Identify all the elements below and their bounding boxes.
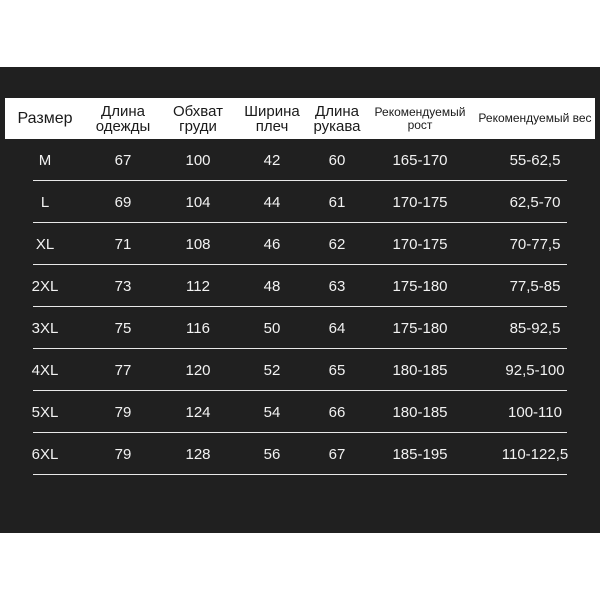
cell-sleeve: 61 (328, 193, 346, 211)
cell-chest: 112 (186, 277, 210, 295)
cell-height: 175-180 (392, 319, 448, 337)
cell-chest: 128 (185, 445, 211, 463)
cell-sleeve: 67 (328, 445, 346, 463)
cell-size: 2XL (31, 277, 59, 295)
cell-length: 69 (114, 193, 132, 211)
cell-chest: 104 (185, 193, 211, 211)
cell-shoulder: 46 (263, 235, 281, 253)
cell-sleeve: 64 (328, 319, 346, 337)
cell-height: 170-175 (392, 235, 448, 253)
header-chest: Обхват груди (173, 102, 223, 135)
cell-weight: 70-77,5 (509, 235, 561, 253)
cell-chest: 124 (185, 403, 211, 421)
table-row (5, 349, 595, 391)
cell-length: 75 (114, 319, 132, 337)
cell-shoulder: 44 (263, 193, 281, 211)
cell-length: 79 (114, 403, 132, 421)
cell-shoulder: 56 (263, 445, 281, 463)
cell-sleeve: 62 (328, 235, 346, 253)
header-height: Рекомендуемый рост (374, 104, 466, 132)
table-body (0, 139, 600, 475)
table-row (5, 223, 595, 265)
size-chart-panel (0, 67, 600, 533)
row-divider (33, 474, 567, 475)
cell-sleeve: 60 (328, 151, 346, 169)
header-shoulder: Ширина плеч (244, 102, 300, 135)
header-size: Размер (17, 110, 73, 127)
cell-sleeve: 66 (328, 403, 346, 421)
cell-chest: 120 (185, 361, 211, 379)
cell-length: 77 (114, 361, 132, 379)
header-weight: Рекомендуемый вес (478, 111, 592, 125)
table-header (5, 98, 595, 139)
cell-weight: 55-62,5 (509, 151, 561, 169)
cell-size: 6XL (31, 445, 59, 463)
cell-size: L (40, 193, 50, 211)
cell-chest: 108 (185, 235, 211, 253)
cell-height: 165-170 (392, 151, 448, 169)
cell-weight: 100-110 (508, 403, 562, 421)
table-row (5, 391, 595, 433)
cell-size: 4XL (31, 361, 59, 379)
cell-shoulder: 50 (263, 319, 281, 337)
cell-length: 79 (114, 445, 132, 463)
cell-size: 3XL (31, 319, 59, 337)
cell-sleeve: 65 (328, 361, 346, 379)
cell-size: XL (35, 235, 55, 253)
cell-height: 185-195 (392, 445, 448, 463)
cell-size: 5XL (31, 403, 59, 421)
cell-shoulder: 48 (263, 277, 281, 295)
header-length: Длина одежды (95, 102, 151, 135)
table-row (5, 307, 595, 349)
cell-weight: 77,5-85 (509, 277, 561, 295)
table-row (5, 181, 595, 223)
table-row (5, 139, 595, 181)
header-sleeve: Длина рукава (313, 102, 361, 135)
cell-shoulder: 42 (263, 151, 281, 169)
cell-length: 67 (114, 151, 132, 169)
cell-length: 73 (114, 277, 132, 295)
cell-weight: 85-92,5 (509, 319, 561, 337)
table-row (5, 433, 595, 475)
cell-size: M (38, 151, 52, 169)
cell-height: 180-185 (392, 403, 448, 421)
cell-shoulder: 52 (263, 361, 281, 379)
cell-height: 175-180 (392, 277, 448, 295)
cell-sleeve: 63 (328, 277, 346, 295)
cell-weight: 62,5-70 (509, 193, 561, 211)
cell-chest: 116 (186, 319, 210, 337)
cell-shoulder: 54 (263, 403, 281, 421)
table-row (5, 265, 595, 307)
cell-height: 170-175 (392, 193, 448, 211)
cell-chest: 100 (185, 151, 211, 169)
cell-height: 180-185 (392, 361, 448, 379)
cell-weight: 92,5-100 (505, 361, 565, 379)
cell-weight: 110-122,5 (501, 445, 569, 463)
cell-length: 71 (114, 235, 132, 253)
